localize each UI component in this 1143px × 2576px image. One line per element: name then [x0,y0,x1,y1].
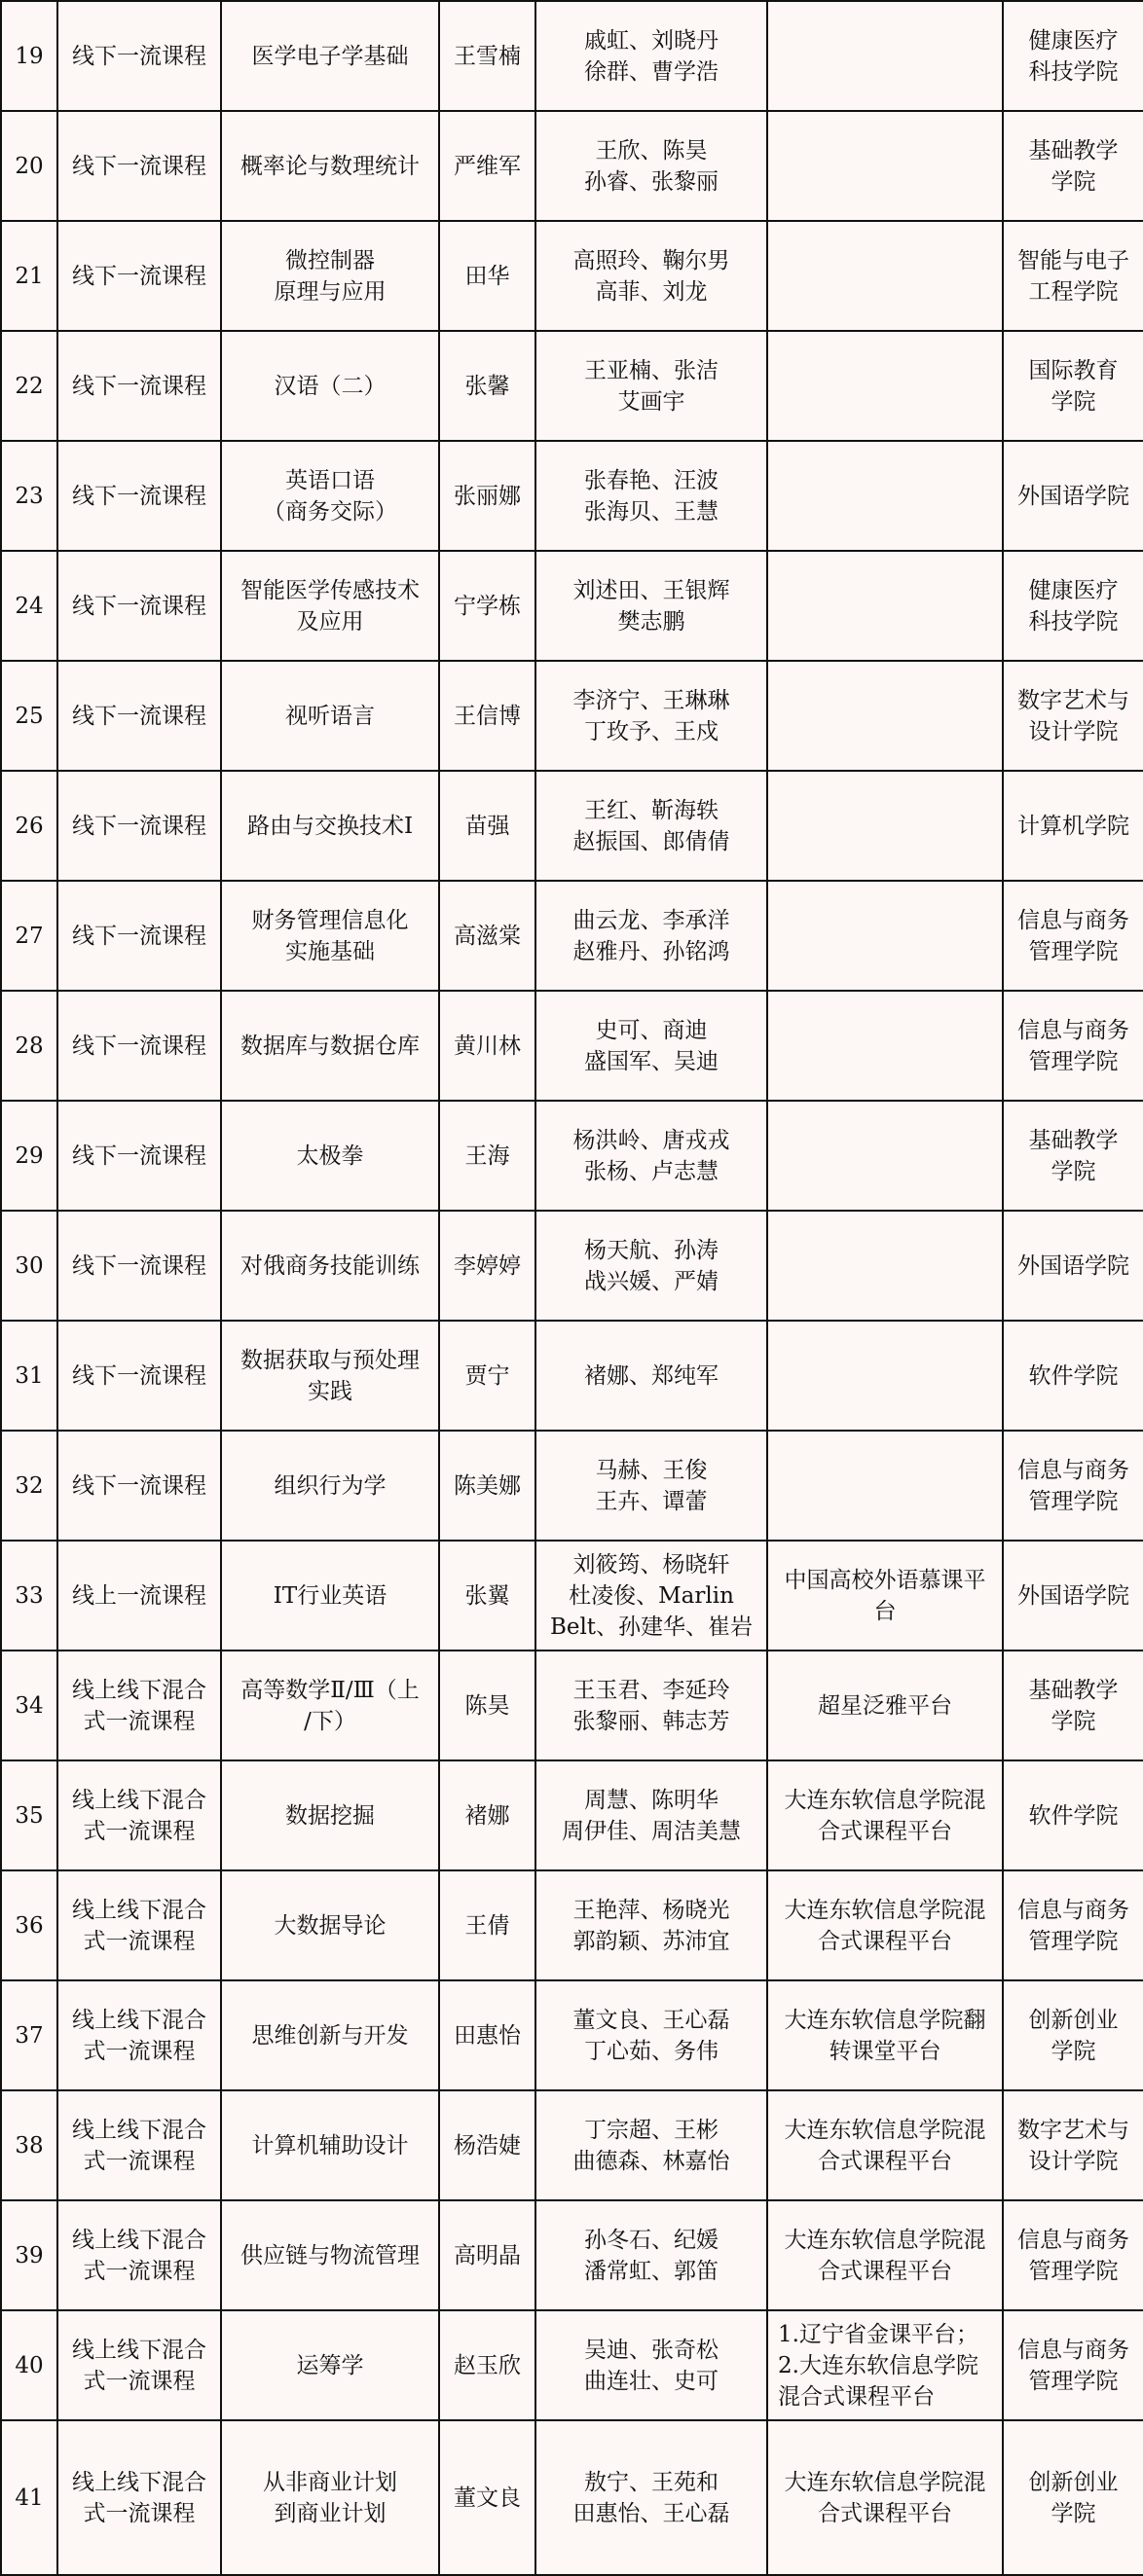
course-platform [767,991,1003,1101]
course-name: 太极拳 [221,1101,439,1211]
course-name: 运筹学 [221,2310,439,2420]
course-name: 高等数学Ⅱ/Ⅲ（上 /下） [221,1651,439,1760]
course-type: 线下一流课程 [57,441,221,551]
course-type: 线下一流课程 [57,771,221,881]
course-type: 线上线下混合 式一流课程 [57,2200,221,2310]
row-number: 39 [1,2200,57,2310]
table-row [1,991,1143,1101]
team-members: 马赫、王俊 王卉、谭蕾 [535,1431,767,1541]
table-row [1,661,1143,771]
course-type: 线下一流课程 [57,991,221,1101]
team-members: 杨洪岭、唐戎戎 张杨、卢志慧 [535,1101,767,1211]
course-platform [767,331,1003,441]
course-type: 线上线下混合 式一流课程 [57,1980,221,2090]
table-row [1,331,1143,441]
course-platform [767,771,1003,881]
row-number: 26 [1,771,57,881]
table-row [1,1870,1143,1980]
course-platform: 超星泛雅平台 [767,1651,1003,1760]
table-row [1,1321,1143,1431]
course-platform: 中国高校外语慕课平 台 [767,1541,1003,1651]
course-leader: 张馨 [439,331,535,441]
course-name: 对俄商务技能训练 [221,1211,439,1321]
college-name: 外国语学院 [1003,1541,1143,1651]
team-members: 刘筱筠、杨晓轩 杜凌俊、Marlin Belt、孙建华、崔岩 [535,1541,767,1651]
course-leader: 褚娜 [439,1760,535,1870]
course-leader: 严维军 [439,111,535,221]
course-platform [767,221,1003,331]
college-name: 基础教学 学院 [1003,111,1143,221]
team-members: 史可、商迪 盛国军、吴迪 [535,991,767,1101]
course-leader: 田华 [439,221,535,331]
course-name: 思维创新与开发 [221,1980,439,2090]
team-members: 敖宁、王苑和 田惠怡、王心磊 [535,2420,767,2575]
row-number: 23 [1,441,57,551]
table-row [1,2090,1143,2200]
course-name: 供应链与物流管理 [221,2200,439,2310]
college-name: 信息与商务 管理学院 [1003,1870,1143,1980]
course-platform: 大连东软信息学院混 合式课程平台 [767,1870,1003,1980]
course-leader: 李婷婷 [439,1211,535,1321]
course-leader: 董文良 [439,2420,535,2575]
course-name: 汉语（二） [221,331,439,441]
course-name: 从非商业计划 到商业计划 [221,2420,439,2575]
course-name: 数据挖掘 [221,1760,439,1870]
course-type: 线上线下混合 式一流课程 [57,2090,221,2200]
row-number: 41 [1,2420,57,2575]
row-number: 33 [1,1541,57,1651]
table-row [1,771,1143,881]
course-type: 线上线下混合 式一流课程 [57,1870,221,1980]
table-row [1,551,1143,661]
course-leader: 黄川林 [439,991,535,1101]
table-row [1,441,1143,551]
course-name: 英语口语 （商务交际） [221,441,439,551]
course-platform: 大连东软信息学院混 合式课程平台 [767,2090,1003,2200]
course-type: 线下一流课程 [57,331,221,441]
college-name: 健康医疗 科技学院 [1003,1,1143,111]
row-number: 35 [1,1760,57,1870]
team-members: 李济宁、王琳琳 丁玫予、王戍 [535,661,767,771]
table-row [1,1651,1143,1760]
course-type: 线下一流课程 [57,551,221,661]
team-members: 褚娜、郑纯军 [535,1321,767,1431]
course-leader: 张翼 [439,1541,535,1651]
college-name: 创新创业 学院 [1003,2420,1143,2575]
course-type: 线上线下混合 式一流课程 [57,1651,221,1760]
table-row [1,1101,1143,1211]
college-name: 数字艺术与 设计学院 [1003,661,1143,771]
college-name: 信息与商务 管理学院 [1003,1431,1143,1541]
course-leader: 陈美娜 [439,1431,535,1541]
course-name: 大数据导论 [221,1870,439,1980]
table-row [1,1,1143,111]
course-name: 财务管理信息化 实施基础 [221,881,439,991]
course-leader: 赵玉欣 [439,2310,535,2420]
course-type: 线上线下混合 式一流课程 [57,1760,221,1870]
course-type: 线下一流课程 [57,1211,221,1321]
course-leader: 王倩 [439,1870,535,1980]
row-number: 27 [1,881,57,991]
course-platform [767,1101,1003,1211]
row-number: 37 [1,1980,57,2090]
course-name: 智能医学传感技术 及应用 [221,551,439,661]
team-members: 杨天航、孙涛 战兴媛、严婧 [535,1211,767,1321]
row-number: 40 [1,2310,57,2420]
row-number: 30 [1,1211,57,1321]
course-platform: 大连东软信息学院混 合式课程平台 [767,1760,1003,1870]
table-row [1,1980,1143,2090]
course-name: 组织行为学 [221,1431,439,1541]
college-name: 软件学院 [1003,1760,1143,1870]
row-number: 24 [1,551,57,661]
course-platform [767,1,1003,111]
course-leader: 陈昊 [439,1651,535,1760]
course-leader: 张丽娜 [439,441,535,551]
course-leader: 宁学栋 [439,551,535,661]
course-type: 线下一流课程 [57,1,221,111]
course-leader: 高明晶 [439,2200,535,2310]
course-leader: 杨浩婕 [439,2090,535,2200]
course-leader: 王雪楠 [439,1,535,111]
table-row [1,881,1143,991]
course-type: 线下一流课程 [57,111,221,221]
course-name: 微控制器 原理与应用 [221,221,439,331]
college-name: 智能与电子 工程学院 [1003,221,1143,331]
table-row [1,1541,1143,1651]
row-number: 28 [1,991,57,1101]
table-row [1,1211,1143,1321]
table-row [1,2310,1143,2420]
college-name: 软件学院 [1003,1321,1143,1431]
course-leader: 王信博 [439,661,535,771]
course-leader: 高滋棠 [439,881,535,991]
row-number: 19 [1,1,57,111]
course-platform [767,111,1003,221]
table-row [1,1431,1143,1541]
college-name: 国际教育 学院 [1003,331,1143,441]
course-platform: 大连东软信息学院混 合式课程平台 [767,2200,1003,2310]
course-type: 线上一流课程 [57,1541,221,1651]
course-platform [767,661,1003,771]
course-name: 计算机辅助设计 [221,2090,439,2200]
college-name: 外国语学院 [1003,1211,1143,1321]
table-row [1,2420,1143,2575]
table-row [1,1760,1143,1870]
course-type: 线下一流课程 [57,1101,221,1211]
college-name: 信息与商务 管理学院 [1003,881,1143,991]
course-platform: 大连东软信息学院翻 转课堂平台 [767,1980,1003,2090]
team-members: 刘述田、王银辉 樊志鹏 [535,551,767,661]
college-name: 数字艺术与 设计学院 [1003,2090,1143,2200]
course-leader: 贾宁 [439,1321,535,1431]
college-name: 健康医疗 科技学院 [1003,551,1143,661]
team-members: 周慧、陈明华 周伊佳、周洁美慧 [535,1760,767,1870]
row-number: 29 [1,1101,57,1211]
course-platform [767,1321,1003,1431]
college-name: 外国语学院 [1003,441,1143,551]
college-name: 基础教学 学院 [1003,1651,1143,1760]
course-name: 视听语言 [221,661,439,771]
team-members: 高照玲、鞠尔男 高菲、刘龙 [535,221,767,331]
college-name: 创新创业 学院 [1003,1980,1143,2090]
course-type: 线下一流课程 [57,661,221,771]
course-name: 路由与交换技术Ⅰ [221,771,439,881]
row-number: 36 [1,1870,57,1980]
course-name: IT行业英语 [221,1541,439,1651]
team-members: 董文良、王心磊 丁心茹、务伟 [535,1980,767,2090]
course-platform [767,551,1003,661]
course-type: 线下一流课程 [57,1321,221,1431]
college-name: 信息与商务 管理学院 [1003,991,1143,1101]
team-members: 孙冬石、纪媛 潘常虹、郭笛 [535,2200,767,2310]
team-members: 戚虹、刘晓丹 徐群、曹学浩 [535,1,767,111]
course-platform: 大连东软信息学院混 合式课程平台 [767,2420,1003,2575]
team-members: 王玉君、李延玲 张黎丽、韩志芳 [535,1651,767,1760]
course-name: 概率论与数理统计 [221,111,439,221]
course-type: 线上线下混合 式一流课程 [57,2310,221,2420]
team-members: 王红、靳海轶 赵振国、郎倩倩 [535,771,767,881]
team-members: 吴迪、张奇松 曲连壮、史可 [535,2310,767,2420]
team-members: 张春艳、汪波 张海贝、王慧 [535,441,767,551]
team-members: 曲云龙、李承洋 赵雅丹、孙铭鸿 [535,881,767,991]
college-name: 计算机学院 [1003,771,1143,881]
course-type: 线下一流课程 [57,881,221,991]
table-row [1,111,1143,221]
table-row [1,221,1143,331]
college-name: 信息与商务 管理学院 [1003,2310,1143,2420]
row-number: 31 [1,1321,57,1431]
course-platform [767,441,1003,551]
course-platform [767,1431,1003,1541]
college-name: 基础教学 学院 [1003,1101,1143,1211]
course-table-body [1,1,1143,2575]
course-name: 数据获取与预处理 实践 [221,1321,439,1431]
course-type: 线上线下混合 式一流课程 [57,2420,221,2575]
course-leader: 王海 [439,1101,535,1211]
course-type: 线下一流课程 [57,221,221,331]
course-name: 数据库与数据仓库 [221,991,439,1101]
course-name: 医学电子学基础 [221,1,439,111]
course-platform [767,1211,1003,1321]
course-leader: 苗强 [439,771,535,881]
table-row [1,2200,1143,2310]
row-number: 32 [1,1431,57,1541]
row-number: 20 [1,111,57,221]
row-number: 34 [1,1651,57,1760]
team-members: 丁宗超、王彬 曲德森、林嘉怡 [535,2090,767,2200]
row-number: 22 [1,331,57,441]
college-name: 信息与商务 管理学院 [1003,2200,1143,2310]
team-members: 王欣、陈昊 孙睿、张黎丽 [535,111,767,221]
course-platform [767,881,1003,991]
course-type: 线下一流课程 [57,1431,221,1541]
row-number: 38 [1,2090,57,2200]
team-members: 王艳萍、杨晓光 郭韵颖、苏沛宜 [535,1870,767,1980]
team-members: 王亚楠、张洁 艾画宇 [535,331,767,441]
course-leader: 田惠怡 [439,1980,535,2090]
course-platform: 1.辽宁省金课平台； 2.大连东软信息学院 混合式课程平台 [767,2310,1003,2420]
row-number: 21 [1,221,57,331]
row-number: 25 [1,661,57,771]
